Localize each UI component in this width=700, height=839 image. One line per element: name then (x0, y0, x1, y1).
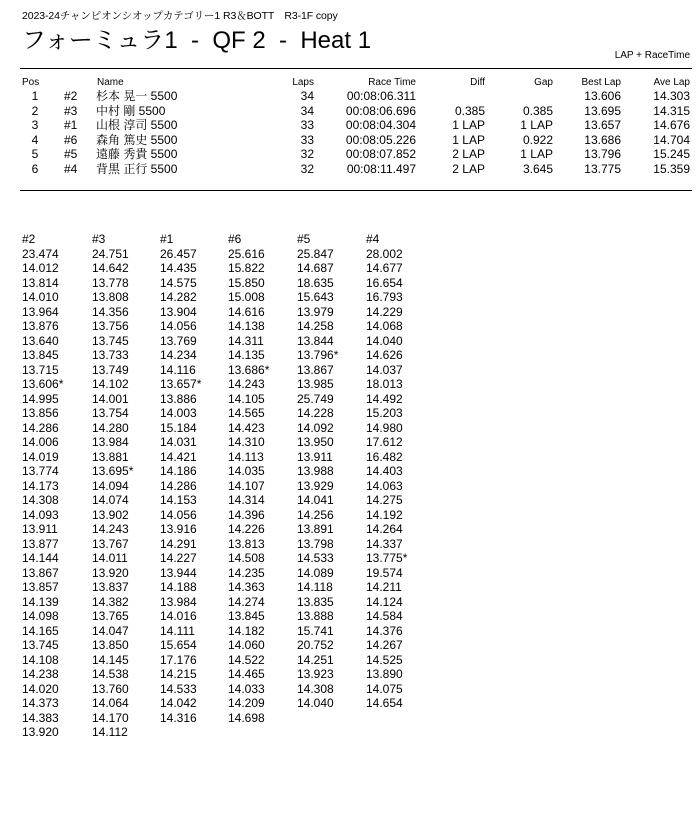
result-race-time: 00:08:04.304 (345, 118, 416, 132)
lap-time: 19.574 (366, 565, 403, 580)
lap-time: 14.093 (22, 507, 59, 522)
lap-column (366, 232, 407, 711)
lap-time: 14.003 (160, 406, 197, 420)
lap-time: 13.733 (92, 348, 129, 362)
result-driver-name: 杉本 晃一 5500 (96, 89, 178, 103)
lap-time: 13.923 (297, 667, 334, 681)
lap-time: 14.144 (22, 551, 59, 565)
lap-time: 13.844 (297, 333, 334, 348)
lap-time: 14.995 (22, 391, 59, 406)
lap-time: 14.153 (160, 493, 197, 507)
result-diff: 2 LAP (452, 147, 485, 161)
lap-time: 13.845 (22, 348, 59, 362)
result-best-lap: 13.606 (584, 89, 621, 103)
lap-time: 13.813 (228, 536, 265, 551)
lap-column-driver: #1 (160, 232, 174, 246)
lap-time: 15.850 (228, 275, 265, 290)
result-laps: 33 (300, 132, 314, 147)
lap-time: 16.482 (366, 449, 403, 464)
lap-time: 13.837 (92, 580, 129, 594)
result-gap: 3.645 (522, 161, 553, 176)
result-row (0, 104, 700, 119)
lap-time: 13.867 (297, 362, 334, 377)
lap-time: 14.373 (22, 696, 59, 710)
results-header-row (0, 76, 700, 89)
report-subtitle: 2023-24チャンピオンシオップカテゴリー1 R3＆BOTT R3-1F copy (22, 10, 338, 22)
lap-time: 14.396 (228, 507, 265, 522)
lap-time: 14.135 (228, 348, 265, 362)
lap-time: 14.363 (228, 580, 265, 594)
lap-time: 15.654 (160, 638, 197, 652)
result-gap: 1 LAP (520, 118, 553, 132)
lap-time: 14.311 (228, 333, 264, 348)
lap-time: 14.533 (297, 551, 334, 565)
lap-time: 14.435 (160, 261, 197, 275)
result-number: #4 (64, 161, 78, 176)
lap-time: 14.001 (92, 391, 129, 406)
lap-time: 13.984 (92, 435, 129, 449)
lap-time: 14.642 (92, 261, 129, 275)
lap-column-driver: #5 (297, 232, 311, 246)
lap-time: 13.765 (92, 609, 129, 623)
lap-time: 14.525 (366, 652, 403, 667)
lap-time: 13.881 (92, 449, 129, 464)
lap-time: 14.041 (297, 493, 334, 507)
lap-time: 14.626 (366, 348, 403, 362)
lap-time: 13.775* (366, 551, 408, 565)
lap-time: 14.465 (228, 667, 265, 681)
lap-column-driver: #3 (92, 232, 106, 246)
lap-time: 13.715 (22, 362, 59, 377)
lap-time: 14.035 (228, 464, 265, 478)
lap-time: 14.229 (366, 304, 403, 319)
result-driver-name: 森角 篤史 5500 (96, 132, 178, 147)
result-ave-lap: 14.704 (653, 132, 690, 147)
lap-time: 14.234 (160, 348, 197, 362)
lap-time: 13.754 (92, 406, 129, 420)
result-race-time: 00:08:05.226 (345, 132, 416, 147)
lap-time: 14.215 (160, 667, 197, 681)
lap-time: 14.423 (228, 420, 265, 435)
lap-time: 14.616 (228, 304, 265, 319)
lap-time: 13.850 (92, 638, 129, 652)
lap-time: 20.752 (297, 638, 334, 652)
lap-time: 13.686* (228, 362, 270, 377)
result-row (0, 162, 700, 177)
lap-time: 13.640 (22, 333, 59, 348)
lap-time: 14.209 (228, 696, 265, 710)
lap-time: 14.145 (92, 652, 129, 667)
lap-time: 25.749 (297, 391, 334, 406)
col-header-gap: Gap (534, 77, 553, 88)
result-number: #2 (64, 89, 78, 103)
lap-time: 14.522 (228, 652, 265, 667)
lap-time: 14.280 (92, 420, 129, 435)
lap-time: 13.920 (22, 725, 59, 739)
lap-time: 14.056 (160, 319, 197, 333)
result-driver-name: 山根 淳司 5500 (96, 118, 178, 132)
lap-time: 14.060 (228, 638, 265, 652)
section-rule (20, 190, 692, 191)
lap-time: 14.227 (160, 551, 197, 565)
lap-time: 13.845 (228, 609, 265, 623)
lap-time: 14.267 (366, 638, 403, 652)
lap-time: 14.107 (228, 478, 265, 493)
lap-time: 13.760 (92, 681, 129, 696)
result-number: #3 (64, 103, 78, 118)
results-table (0, 76, 700, 176)
result-gap: 0.922 (522, 132, 553, 147)
result-driver-name: 背黒 正行 5500 (96, 161, 178, 176)
result-diff: 0.385 (454, 103, 485, 118)
lap-time: 13.911 (22, 522, 58, 536)
lap-time: 14.687 (297, 261, 334, 275)
lap-time: 14.677 (366, 261, 403, 275)
lap-column (297, 232, 338, 711)
result-pos: 3 (31, 118, 39, 132)
lap-time: 14.037 (366, 362, 403, 377)
result-diff: 2 LAP (452, 161, 485, 176)
lap-time: 13.920 (92, 565, 129, 580)
lap-time: 15.008 (228, 290, 265, 304)
lap-time: 14.256 (297, 507, 334, 522)
lap-time: 14.019 (22, 449, 59, 464)
lap-time: 17.176 (160, 652, 197, 667)
lap-time: 14.042 (160, 696, 197, 710)
lap-time: 14.113 (228, 449, 264, 464)
result-laps: 34 (300, 89, 314, 103)
lap-time: 15.203 (366, 406, 403, 420)
result-pos: 6 (31, 161, 39, 176)
lap-time: 13.984 (160, 594, 197, 609)
result-driver-name: 中村 剛 5500 (96, 103, 166, 118)
lap-time: 14.275 (366, 493, 403, 507)
lap-time: 14.316 (160, 710, 197, 725)
col-header-diff: Diff (470, 77, 485, 88)
lap-time: 14.356 (92, 304, 129, 319)
result-gap: 0.385 (522, 103, 553, 118)
lap-time: 13.877 (22, 536, 59, 551)
lap-time: 14.089 (297, 565, 334, 580)
result-row (0, 89, 700, 104)
lap-time: 13.876 (22, 319, 59, 333)
lap-time: 25.847 (297, 246, 334, 261)
result-laps: 32 (300, 147, 314, 161)
results-body (0, 89, 700, 176)
lap-time: 13.988 (297, 464, 334, 478)
lap-time: 13.767 (92, 536, 129, 551)
lap-time: 13.769 (160, 333, 197, 348)
result-ave-lap: 14.303 (653, 89, 690, 103)
lap-time: 13.814 (22, 275, 59, 290)
lap-time: 14.173 (22, 478, 59, 493)
lap-time: 14.116 (160, 362, 196, 377)
lap-time: 14.980 (366, 420, 403, 435)
lap-time: 14.584 (366, 609, 403, 623)
lap-time: 14.235 (228, 565, 265, 580)
lap-time: 13.985 (297, 377, 334, 391)
lap-time: 14.258 (297, 319, 334, 333)
lap-time: 25.616 (228, 246, 265, 261)
result-pos: 2 (31, 103, 39, 118)
lap-time: 14.533 (160, 681, 197, 696)
lap-time: 13.749 (92, 362, 129, 377)
lap-time: 14.211 (366, 580, 402, 594)
lap-time: 14.264 (366, 522, 403, 536)
lap-time: 13.695* (92, 464, 134, 478)
lap-time: 14.074 (92, 493, 129, 507)
col-header-best-lap: Best Lap (581, 77, 621, 88)
lap-time: 14.118 (297, 580, 333, 594)
col-header-ave-lap: Ave Lap (653, 77, 690, 88)
lap-time: 14.243 (92, 522, 129, 536)
lap-time: 14.310 (228, 435, 265, 449)
lap-time: 14.251 (297, 652, 334, 667)
result-number: #1 (64, 118, 78, 132)
lap-column-driver: #4 (366, 232, 380, 246)
lap-time: 14.033 (228, 681, 265, 696)
lap-time: 14.286 (22, 420, 59, 435)
result-ave-lap: 14.315 (653, 103, 690, 118)
lap-time: 14.337 (366, 536, 403, 551)
lap-time: 14.064 (92, 696, 129, 710)
result-pos: 5 (31, 147, 39, 161)
lap-column-driver: #2 (22, 232, 36, 246)
lap-time: 13.964 (22, 304, 59, 319)
lap-time: 13.606* (22, 377, 64, 391)
lap-time: 14.012 (22, 261, 59, 275)
lap-column (228, 232, 269, 725)
lap-column (92, 232, 133, 740)
lap-time: 18.013 (366, 377, 403, 391)
lap-time: 14.040 (297, 696, 334, 710)
lap-time: 13.778 (92, 275, 129, 290)
lap-time: 14.186 (160, 464, 197, 478)
lap-time: 14.010 (22, 290, 59, 304)
col-header-name: Name (97, 77, 124, 88)
result-laps: 33 (300, 118, 314, 132)
lap-time: 14.031 (160, 435, 197, 449)
lap-time: 24.751 (92, 246, 129, 261)
lap-time: 14.192 (366, 507, 403, 522)
lap-time: 14.403 (366, 464, 403, 478)
result-driver-name: 遠藤 秀貴 5500 (96, 147, 178, 161)
lap-time: 13.808 (92, 290, 129, 304)
lap-time: 14.565 (228, 406, 265, 420)
lap-time: 14.308 (22, 493, 59, 507)
lap-time: 13.774 (22, 464, 59, 478)
lap-time: 14.654 (366, 696, 403, 710)
lap-time: 17.612 (366, 435, 403, 449)
lap-time: 16.654 (366, 275, 403, 290)
lap-time: 14.063 (366, 478, 403, 493)
lap-time: 14.112 (92, 725, 128, 739)
result-best-lap: 13.686 (584, 132, 621, 147)
lap-time: 13.745 (22, 638, 59, 652)
timing-mode-label: LAP + RaceTime (614, 50, 690, 61)
lap-time: 14.170 (92, 710, 129, 725)
result-number: #6 (64, 132, 78, 147)
result-number: #5 (64, 147, 78, 161)
col-header-laps: Laps (292, 77, 314, 88)
lap-time: 14.508 (228, 551, 265, 565)
lap-time: 14.098 (22, 609, 59, 623)
lap-time: 14.124 (366, 594, 403, 609)
lap-time: 14.421 (160, 449, 197, 464)
lap-column (160, 232, 201, 725)
lap-time: 14.314 (228, 493, 265, 507)
lap-time: 14.291 (160, 536, 197, 551)
result-row (0, 147, 700, 162)
lap-time: 14.492 (366, 391, 403, 406)
lap-time: 13.798 (297, 536, 334, 551)
lap-time: 13.979 (297, 304, 334, 319)
lap-time: 23.474 (22, 246, 59, 261)
lap-time: 13.756 (92, 319, 129, 333)
lap-time: 14.698 (228, 710, 265, 725)
lap-time: 14.040 (366, 333, 403, 348)
lap-time: 14.102 (92, 377, 129, 391)
lap-time: 14.382 (92, 594, 129, 609)
lap-time: 13.856 (22, 406, 59, 420)
lap-time: 15.822 (228, 261, 265, 275)
lap-time: 14.020 (22, 681, 59, 696)
result-ave-lap: 15.245 (653, 147, 690, 161)
lap-time: 15.643 (297, 290, 334, 304)
lap-time: 14.282 (160, 290, 197, 304)
lap-time: 14.139 (22, 594, 59, 609)
lap-time: 14.165 (22, 623, 59, 638)
lap-time: 14.105 (228, 391, 265, 406)
result-ave-lap: 15.359 (653, 161, 690, 176)
lap-time: 14.011 (92, 551, 128, 565)
lap-time: 14.226 (228, 522, 265, 536)
result-race-time: 00:08:06.696 (345, 103, 416, 118)
lap-time: 13.745 (92, 333, 129, 348)
lap-time: 13.888 (297, 609, 334, 623)
lap-time: 14.274 (228, 594, 265, 609)
lap-time: 13.886 (160, 391, 197, 406)
result-best-lap: 13.657 (584, 118, 621, 132)
lap-column-driver: #6 (228, 232, 242, 246)
lap-time: 14.006 (22, 435, 59, 449)
lap-time: 13.916 (160, 522, 197, 536)
header-rule (20, 68, 692, 69)
result-race-time: 00:08:07.852 (345, 147, 416, 161)
lap-time: 13.657* (160, 377, 202, 391)
result-pos: 1 (31, 89, 39, 103)
lap-time: 13.891 (297, 522, 334, 536)
result-best-lap: 13.796 (584, 147, 621, 161)
lap-time: 14.228 (297, 406, 334, 420)
lap-time: 14.575 (160, 275, 197, 290)
result-row (0, 118, 700, 133)
lap-time: 15.184 (160, 420, 197, 435)
result-laps: 34 (300, 103, 314, 118)
lap-time: 13.902 (92, 507, 129, 522)
lap-time: 14.188 (160, 580, 197, 594)
lap-time: 13.890 (366, 667, 403, 681)
lap-time: 14.056 (160, 507, 197, 522)
lap-time: 14.047 (92, 623, 129, 638)
lap-time: 13.950 (297, 435, 334, 449)
lap-time: 14.108 (22, 652, 59, 667)
lap-time: 13.867 (22, 565, 59, 580)
result-best-lap: 13.695 (584, 103, 621, 118)
report-title: フォーミュラ1 - QF 2 - Heat 1 (22, 27, 372, 54)
result-ave-lap: 14.676 (653, 118, 690, 132)
result-best-lap: 13.775 (584, 161, 621, 176)
result-pos: 4 (31, 132, 39, 147)
result-race-time: 00:08:06.311 (346, 89, 416, 103)
lap-time: 14.238 (22, 667, 59, 681)
lap-time: 14.138 (228, 319, 265, 333)
col-header-pos: Pos (22, 77, 40, 88)
col-header-race-time: Race Time (368, 77, 416, 88)
lap-time: 14.094 (92, 478, 129, 493)
lap-time: 14.092 (297, 420, 334, 435)
lap-time: 14.376 (366, 623, 403, 638)
lap-time: 13.796* (297, 348, 339, 362)
lap-time: 14.016 (160, 609, 197, 623)
lap-time: 26.457 (160, 246, 197, 261)
lap-time: 14.538 (92, 667, 129, 681)
lap-time: 13.904 (160, 304, 197, 319)
result-laps: 32 (300, 161, 314, 176)
result-gap: 1 LAP (520, 147, 553, 161)
lap-time: 14.286 (160, 478, 197, 493)
lap-time: 14.182 (228, 623, 265, 638)
lap-time: 14.068 (366, 319, 403, 333)
lap-time: 15.741 (297, 623, 334, 638)
lap-time: 28.002 (366, 246, 403, 261)
lap-time: 14.243 (228, 377, 265, 391)
lap-column (22, 232, 63, 740)
result-row (0, 133, 700, 148)
lap-time: 13.835 (297, 594, 334, 609)
lap-time: 14.111 (160, 623, 195, 638)
result-diff: 1 LAP (452, 118, 485, 132)
result-diff: 1 LAP (452, 132, 485, 147)
lap-time: 14.075 (366, 681, 403, 696)
lap-time: 13.911 (297, 449, 333, 464)
lap-time: 14.383 (22, 710, 59, 725)
result-race-time: 00:08:11.497 (346, 161, 416, 176)
lap-time: 16.793 (366, 290, 403, 304)
lap-time: 13.944 (160, 565, 197, 580)
lap-time: 14.308 (297, 681, 334, 696)
lap-time: 13.929 (297, 478, 334, 493)
lap-time: 13.857 (22, 580, 59, 594)
lap-time: 18.635 (297, 275, 334, 290)
